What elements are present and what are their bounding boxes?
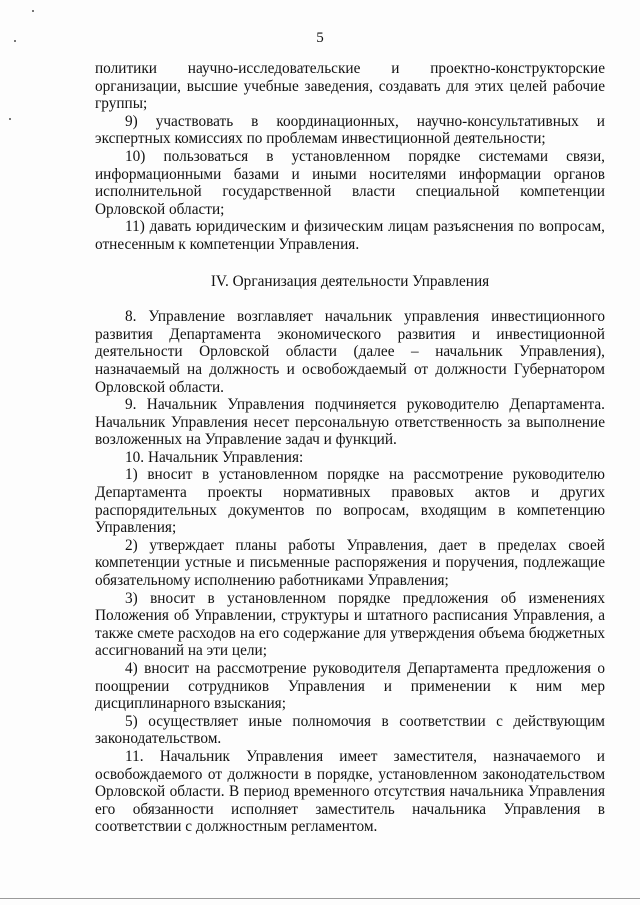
paragraph: политики научно-исследовательские и проектно-конструкторские организации, высшие учебные заведения, создавать для этих целей рабочие группы; [95,60,605,113]
paragraph: 9. Начальник Управления подчиняется руководителю Департамента. Начальник Управления несет персональную ответственность за выполнение возложенных на Управление задач и функций. [95,396,605,449]
paragraph: 11. Начальник Управления имеет заместителя, назначаемого и освобождаемого от должности в порядке, установленном законодательством Орловской области. В период временного отсутствия начальника Управления его обязанности исполняет заместитель начальника Управления в соответствии с должностным регламентом. [95,747,605,836]
section-heading: IV. Организация деятельности Управления [210,272,490,290]
paragraph: 11) давать юридическим и физическим лицам разъяснения по вопросам, отнесенным к компетенции Управления. [95,218,605,253]
page-number: 5 [316,30,324,46]
scan-artifact [9,118,11,120]
paragraph: 9) участвовать в координационных, научно-консультативных и экспертных комиссиях по проблемам инвестиционной деятельности; [95,112,605,148]
paragraph: 5) осуществляет иные полномочия в соответствии с действующим законодательством. [95,712,605,748]
page-bottom-edge [0,898,640,899]
paragraph: 10. Начальник Управления: [125,448,304,466]
paragraph: 1) вносит в установленном порядке на рассмотрение руководителю Департамента проекты нормативных правовых актов и других распорядительных документов по вопросам, входящим в компетенцию Управления; [95,466,605,537]
paragraph: 2) утверждает планы работы Управления, дает в пределах своей компетенции устные и письменные распоряжения и поручения, подлежащие обязательному исполнению работниками Управления; [95,536,605,590]
paragraph: 4) вносит на рассмотрение руководителя Департамента предложения о поощрении сотрудников Управления и применении к ним мер дисциплинарного взыскания; [95,660,605,713]
paragraph: 3) вносит в установленном порядке предложения об изменениях Положения об Управлении, структуры и штатного расписания Управления, а также смете расходов на его содержание для утверждения объема бюджетных ассигнований на эти цели; [95,589,605,660]
paragraph: 8. Управление возглавляет начальник управления инвестиционного развития Департамента экономического развития и инвестиционной деятельности Орловской области (далее – начальник Управления), назначаемый на должность и освобождаемый от должности Губернатором Орловской области. [95,308,605,396]
scan-artifact [32,10,34,12]
paragraph: 10) пользоваться в установленном порядке системами связи, информационными базами и иными носителями информации органов исполнительной государственной власти специальной компетенции Орловской области; [95,147,605,218]
document-body [95,60,605,836]
